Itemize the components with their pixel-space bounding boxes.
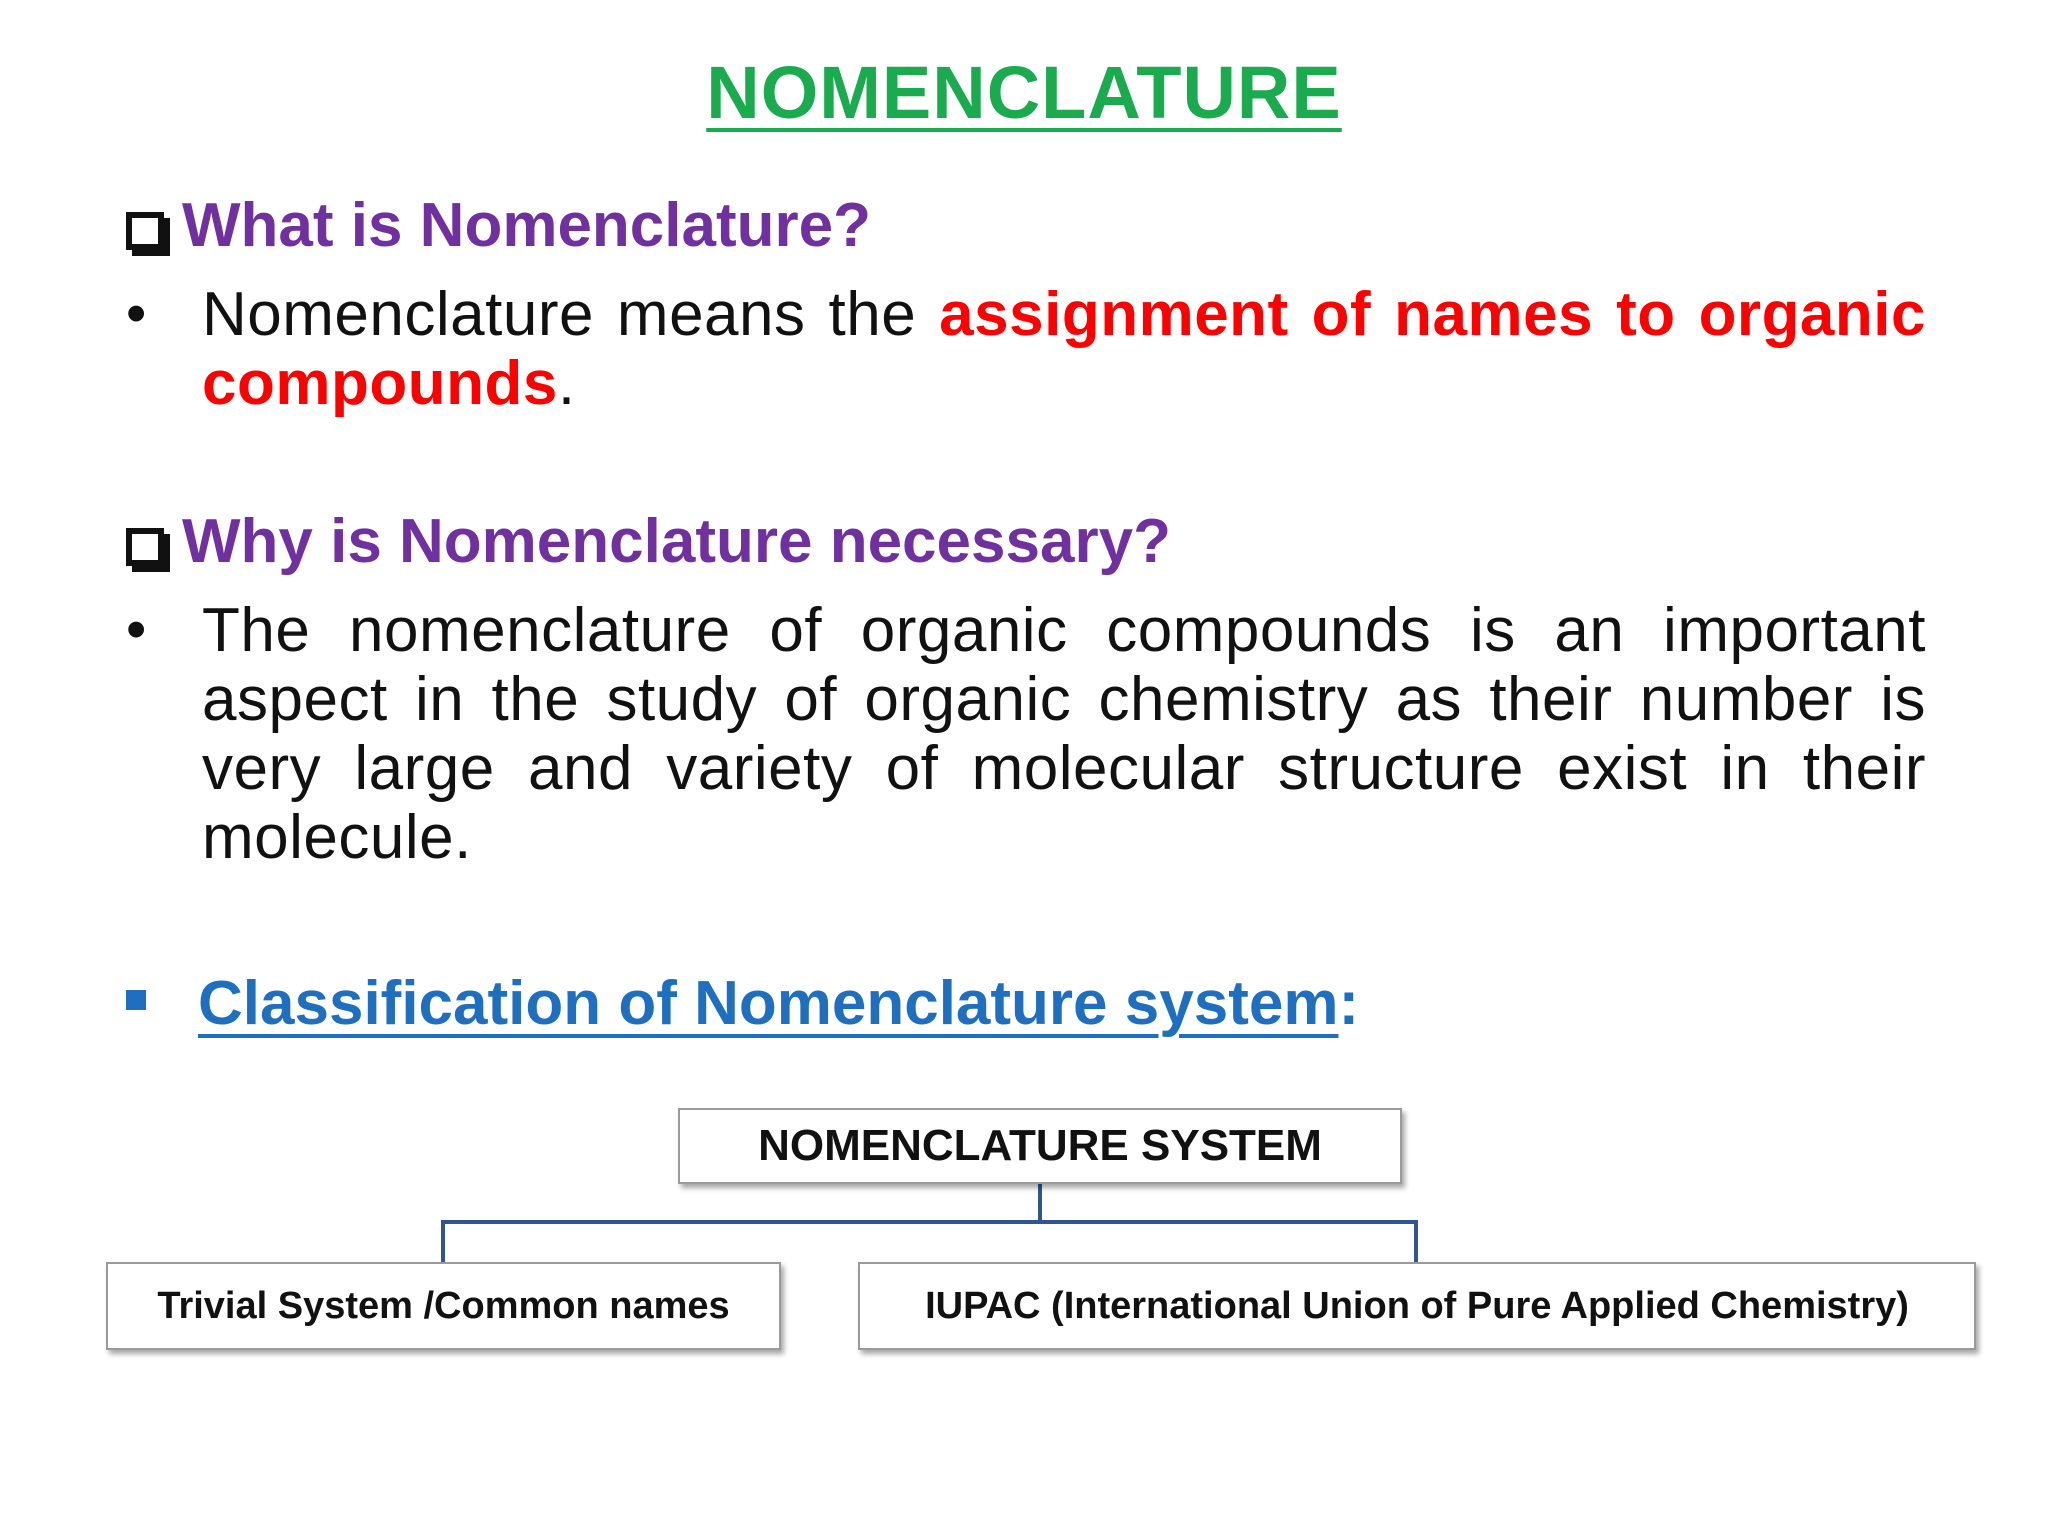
round-bullet-icon: • — [126, 281, 147, 346]
round-bullet-icon: • — [126, 597, 147, 662]
definition-text-after: . — [557, 349, 576, 418]
what-is-heading-text: What is Nomenclature? — [182, 191, 871, 260]
square-bullet-icon — [126, 990, 146, 1010]
classification-suffix: : — [1338, 969, 1360, 1038]
necessity-paragraph: The nomenclature of organic compounds is an important aspect in the study of organic chemistry as their number is very large and variety of molecular structure exist in their molecule. — [202, 596, 1926, 872]
what-is-heading — [126, 190, 871, 261]
iupac-box — [858, 1262, 1976, 1350]
necessity-bullet — [126, 596, 1926, 872]
definition-bullet — [126, 280, 1926, 418]
iupac-label: IUPAC (International Union of Pure Applied Chemistry) — [925, 1284, 1909, 1327]
trivial-system-label: Trivial System /Common names — [157, 1284, 730, 1327]
nomenclature-system-label: NOMENCLATURE SYSTEM — [758, 1121, 1322, 1170]
definition-paragraph — [202, 280, 1926, 418]
definition-text-before: Nomenclature means the — [202, 280, 940, 349]
checkbox-square-icon — [126, 528, 164, 566]
why-is-heading — [126, 506, 1171, 577]
checkbox-square-icon — [126, 212, 164, 250]
slide-title — [0, 50, 2048, 135]
classification-label: Classification of Nomenclature system — [198, 969, 1339, 1038]
slide-title-text: NOMENCLATURE — [706, 51, 1342, 134]
connector-line-right — [1040, 1222, 1416, 1262]
definition-highlight: assignment of names to organic compounds — [202, 280, 1926, 418]
nomenclature-system-box — [678, 1108, 1402, 1184]
trivial-system-box — [106, 1262, 781, 1350]
why-is-heading-text: Why is Nomenclature necessary? — [182, 507, 1171, 576]
classification-heading — [126, 968, 1359, 1039]
connector-line — [443, 1184, 1040, 1262]
